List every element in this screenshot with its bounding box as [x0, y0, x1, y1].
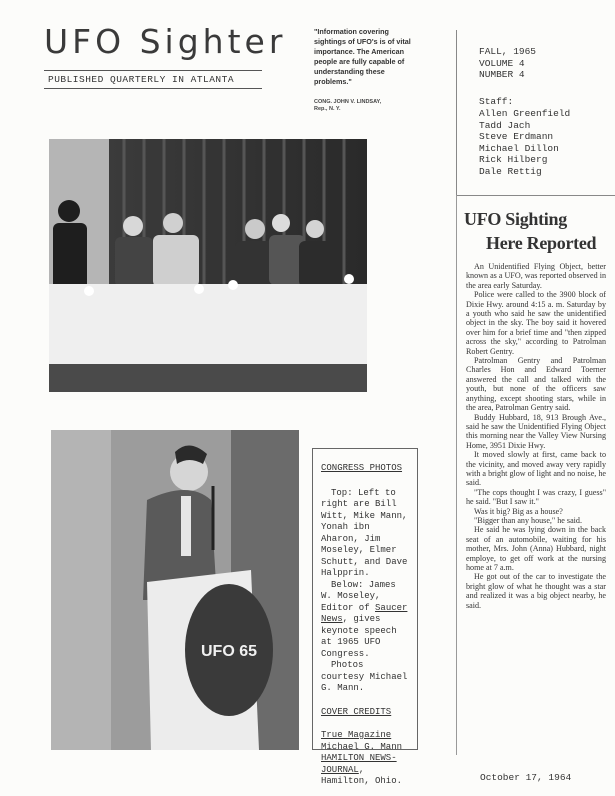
congress-panel-photo: [49, 139, 367, 392]
caption-below-publication: Saucer News: [321, 602, 408, 624]
article-paragraph: Was it big? Big as a house?: [474, 506, 563, 516]
caption-below-prefix: Below: James W. Moseley, Editor of: [321, 579, 396, 613]
caption-top: Top: Left to right are Bill Witt, Mike Mann, Yonah ibn Aharon, Jim Moseley, Elmer Schutt, and Dave Halpprin.: [321, 487, 408, 578]
article-date: October 17, 1964: [480, 772, 572, 783]
staff-member: Rick Hilberg: [479, 154, 548, 165]
issue-staff-box: [456, 30, 615, 196]
credits-newspaper-name: JOURNAL: [321, 764, 359, 775]
issue-info: [479, 46, 536, 81]
photo-captions-box: [312, 448, 418, 786]
credits-newspaper-line2: [321, 765, 409, 788]
congress-panel-illustration: [49, 139, 367, 392]
quote-attribution-title: Rep., N. Y.: [314, 106, 341, 112]
credits-newspaper-line1: HAMILTON NEWS-: [321, 753, 397, 763]
staff-label: Staff:: [479, 96, 514, 107]
article-paragraph: "The cops thought I was crazy, I guess" he said. "But I saw it.": [466, 487, 606, 507]
article-paragraph: Patrolman Gentry and Patrolman Charles Hon and Edward Toerner answered the call and talked with the youth, but none of the officers saw anything, except shooting stars, while in the area, Patrolman Gentry said.: [466, 356, 606, 413]
masthead-subtitle: PUBLISHED QUARTERLY IN ATLANTA: [48, 74, 235, 85]
issue-number: NUMBER 4: [479, 69, 525, 80]
staff-list: [479, 108, 570, 177]
article-headline: [464, 207, 614, 255]
article-paragraph: "Bigger than any house," he said.: [474, 515, 582, 525]
article-paragraph: Buddy Hubbard, 18, 913 Brough Ave., said he saw the Unidentified Flying Object this morning near the Valley View Nursing Home, 3951 Dixie Hwy.: [466, 412, 606, 450]
podium-sign-text: UFO 65: [200, 643, 258, 660]
headline-line2: Here Reported: [486, 233, 597, 253]
issue-season: FALL, 1965: [479, 46, 537, 57]
cover-credits-heading: COVER CREDITS: [321, 706, 392, 717]
captions-heading: CONGRESS PHOTOS: [321, 463, 403, 473]
masthead-title: UFO Sighter: [44, 22, 287, 61]
article-paragraph: He said he was lying down in the back seat of an automobile, waiting for his mother, Mrs. John (Anna) Hubbard, night employe, to get off work at the nursing home at 7 a.m.: [466, 525, 606, 572]
credits-place: , Hamilton, Ohio.: [321, 764, 403, 786]
lindsay-quote: "Information covering sightings of UFO's is of vital importance. The American people are fully capable of understanding these problems.": [314, 27, 411, 86]
article-paragraph: Police were called to the 3900 block of Dixie Hwy. around 4:15 a. m. Saturday by a youth who said he saw the unidentified object in the sky. The boy said it hovered over him for a brief time and "then zipped across the sky," according to Patrolman Robert Gentry.: [466, 290, 606, 356]
article-divider: [456, 195, 457, 755]
masthead-rule-bottom: [44, 88, 262, 89]
article-paragraph: It moved slowly at first, came back to the vicinity, and moved away very rapidly with a bright glow of light and no noise, he said.: [466, 450, 606, 488]
masthead-rule: [44, 70, 262, 71]
staff-member: Dale Rettig: [479, 165, 542, 177]
article-paragraph: An Unidentified Flying Object, better known as a UFO, was reported observed in the area early Saturday.: [466, 262, 606, 290]
quote-attribution: [314, 99, 414, 113]
credits-person: Michael G. Mann: [321, 741, 403, 752]
quote-attribution-name: CONG. JOHN V. LINDSAY,: [314, 99, 382, 105]
keynote-speaker-illustration: [51, 430, 299, 750]
caption-below: [321, 580, 409, 661]
keynote-speaker-photo: [51, 430, 299, 750]
staff-member: Tadd Jach: [479, 119, 531, 131]
staff-member: Michael Dillon: [479, 142, 559, 154]
article-body: [466, 262, 606, 610]
caption-below-suffix: , gives keynote speech at 1965 UFO Congress.: [321, 614, 397, 659]
caption-courtesy: Photos courtesy Michael G. Mann.: [321, 660, 408, 693]
staff-member: Steve Erdmann: [479, 131, 554, 142]
headline-line1: UFO Sighting: [464, 209, 567, 229]
article-paragraph: He got out of the car to investigate the bright glow of what he thought was a star and realized it was a big object nearby, he said.: [466, 572, 606, 610]
issue-volume: VOLUME 4: [479, 57, 525, 69]
staff-member: Allen Greenfield: [479, 108, 571, 119]
credits-publication: True Magazine: [321, 730, 392, 740]
